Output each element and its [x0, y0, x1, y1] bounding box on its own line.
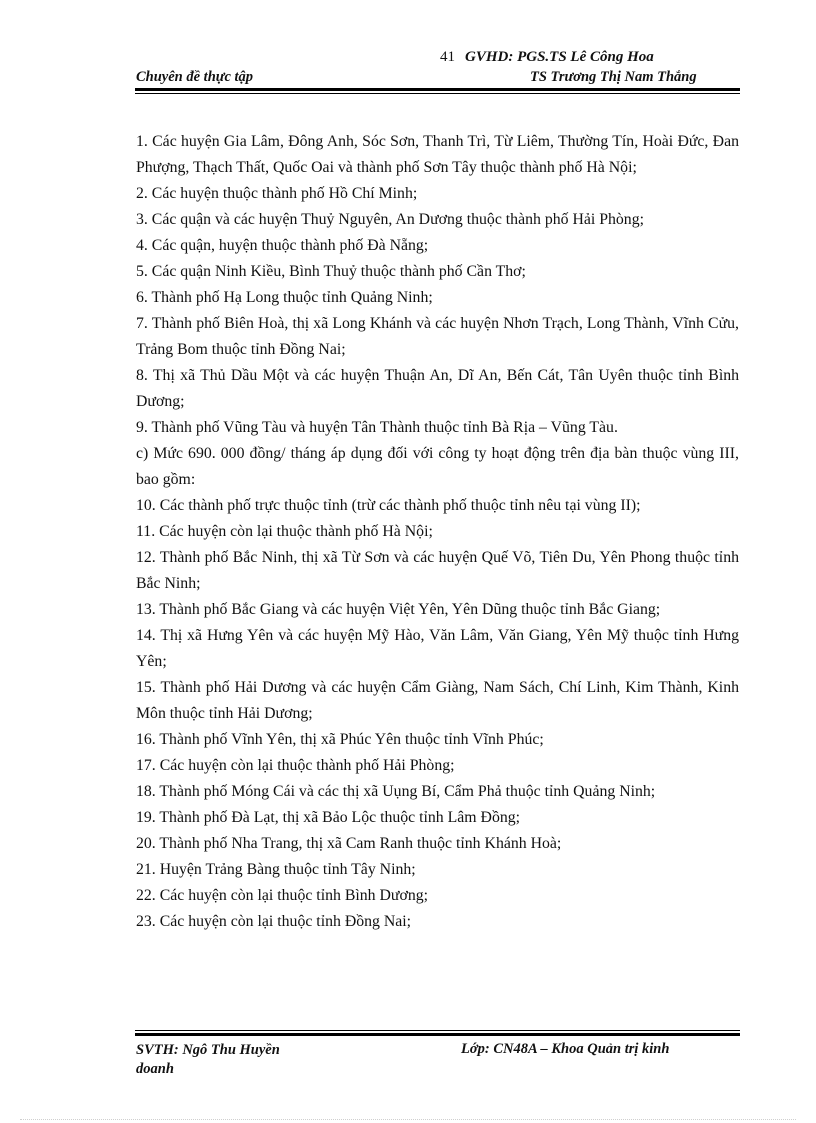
paragraph: 23. Các huyện còn lại thuộc tỉnh Đồng Nai;	[136, 913, 412, 930]
footer-wrap-text: doanh	[136, 1061, 174, 1077]
paragraph: 21. Huyện Trảng Bàng thuộc tỉnh Tây Ninh;	[136, 861, 416, 878]
paragraph: 3. Các quận và các huyện Thuỷ Nguyên, An Dương thuộc thành phố Hải Phòng;	[136, 211, 644, 228]
page-number: 41	[440, 49, 455, 65]
paragraph: 8. Thị xã Thủ Dầu Một và các huyện Thuận An, Dĩ An, Bến Cát, Tân Uyên thuộc tỉnh Bình Dương;	[136, 367, 739, 410]
header-rule-thick	[135, 88, 740, 91]
body-text	[136, 129, 739, 935]
paragraph: 18. Thành phố Móng Cái và các thị xã Uụng Bí, Cẩm Phả thuộc tỉnh Quảng Ninh;	[136, 783, 656, 800]
student-info	[136, 1041, 356, 1079]
header-page-supervisor	[440, 49, 654, 66]
paragraph: 5. Các quận Ninh Kiều, Bình Thuỷ thuộc thành phố Cần Thơ;	[136, 263, 526, 280]
class-info: Lớp: CN48A – Khoa Quản trị kinh	[461, 1041, 670, 1057]
footer-rule-thick	[135, 1033, 740, 1036]
paragraph: 4. Các quận, huyện thuộc thành phố Đà Nẵng;	[136, 237, 429, 254]
paragraph: 13. Thành phố Bắc Giang và các huyện Việt Yên, Yên Dũng thuộc tỉnh Bắc Giang;	[136, 601, 661, 618]
paragraph: 7. Thành phố Biên Hoà, thị xã Long Khánh và các huyện Nhơn Trạch, Long Thành, Vĩnh Cửu, Trảng Bom thuộc tỉnh Đồng Nai;	[136, 315, 739, 358]
document-type: Chuyên đề thực tập	[136, 69, 254, 85]
paragraph: 1. Các huyện Gia Lâm, Đông Anh, Sóc Sơn, Thanh Trì, Từ Liêm, Thường Tín, Hoài Đức, Đan Phượng, Thạch Thất, Quốc Oai và thành phố Sơn Tây thuộc thành phố Hà Nội;	[136, 133, 739, 176]
student-name: SVTH: Ngô Thu Huyền	[136, 1042, 280, 1058]
paragraph: 12. Thành phố Bắc Ninh, thị xã Từ Sơn và các huyện Quế Võ, Tiên Du, Yên Phong thuộc tỉnh Bắc Ninh;	[136, 549, 739, 592]
paragraph: 22. Các huyện còn lại thuộc tỉnh Bình Dương;	[136, 887, 429, 904]
paragraph: 16. Thành phố Vĩnh Yên, thị xã Phúc Yên thuộc tỉnh Vĩnh Phúc;	[136, 731, 544, 748]
co-supervisor-name: TS Trương Thị Nam Thắng	[530, 69, 697, 85]
paragraph: 10. Các thành phố trực thuộc tỉnh (trừ các thành phố thuộc tỉnh nêu tại vùng II);	[136, 497, 641, 514]
paragraph: 11. Các huyện còn lại thuộc thành phố Hà Nội;	[136, 523, 433, 540]
header-rule-thin	[135, 93, 740, 94]
paragraph: c) Mức 690. 000 đồng/ tháng áp dụng đối với công ty hoạt động trên địa bàn thuộc vùng III, bao gồm:	[136, 445, 739, 488]
paragraph: 6. Thành phố Hạ Long thuộc tỉnh Quảng Ninh;	[136, 289, 433, 306]
paragraph: 17. Các huyện còn lại thuộc thành phố Hải Phòng;	[136, 757, 455, 774]
paragraph: 19. Thành phố Đà Lạt, thị xã Bảo Lộc thuộc tỉnh Lâm Đồng;	[136, 809, 521, 826]
supervisor-name: GVHD: PGS.TS Lê Công Hoa	[465, 49, 654, 65]
paragraph: 2. Các huyện thuộc thành phố Hồ Chí Minh;	[136, 185, 418, 202]
page-bottom-border	[20, 1119, 796, 1120]
paragraph: 9. Thành phố Vũng Tàu và huyện Tân Thành thuộc tỉnh Bà Rịa – Vũng Tàu.	[136, 419, 618, 436]
paragraph: 15. Thành phố Hải Dương và các huyện Cẩm Giàng, Nam Sách, Chí Linh, Kim Thành, Kinh Môn thuộc tỉnh Hải Dương;	[136, 679, 739, 722]
footer-rule-thin	[135, 1030, 740, 1031]
paragraph: 20. Thành phố Nha Trang, thị xã Cam Ranh thuộc tỉnh Khánh Hoà;	[136, 835, 562, 852]
paragraph: 14. Thị xã Hưng Yên và các huyện Mỹ Hào, Văn Lâm, Văn Giang, Yên Mỹ thuộc tỉnh Hưng Yên;	[136, 627, 739, 670]
